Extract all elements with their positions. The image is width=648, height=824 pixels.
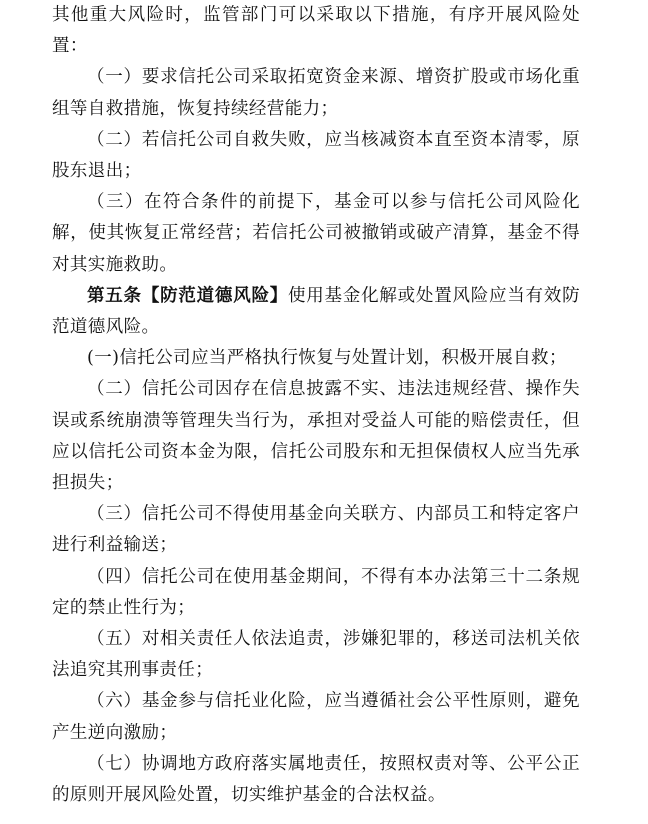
- article5-body: 使用基金化解或处置风险应当有效防范道德风险。: [52, 285, 581, 338]
- article5-paragraph: [52, 281, 580, 343]
- article4-item-3: （三）在符合条件的前提下，基金可以参与信托公司风险化解，使其恢复正常经营；若信托公司被撤销或破产清算，基金不得对其实施救助。: [52, 192, 580, 275]
- article5-item-2: （二）信托公司因存在信息披露不实、违法违规经营、操作失误或系统崩溃等管理失当行为，承担对受益人可能的赔偿责任，但应以信托公司资本金为限，信托公司股东和无担保债权人应当先承担损失；: [52, 379, 580, 494]
- article4-item-1: （一）要求信托公司采取拓宽资金来源、增资扩股或市场化重组等自救措施，恢复持续经营能力；: [52, 67, 580, 119]
- intro-paragraph: 其他重大风险时，监管部门可以采取以下措施，有序开展风险处置：: [52, 5, 580, 57]
- article5-item-3: （三）信托公司不得使用基金向关联方、内部员工和特定客户进行利益输送；: [52, 504, 580, 556]
- article5-number: 第五条: [87, 285, 142, 306]
- document-page: [52, 0, 580, 811]
- article5-title: 【防范道德风险】: [141, 285, 289, 306]
- article5-item-4: （四）信托公司在使用基金期间，不得有本办法第三十二条规定的禁止性行为；: [52, 566, 580, 618]
- article5-item-7: （七）协调地方政府落实属地责任，按照权责对等、公平公正的原则开展风险处置，切实维护基金的合法权益。: [52, 753, 580, 806]
- article5-item-6: （六）基金参与信托业化险，应当遵循社会公平性原则，避免产生逆向激励；: [52, 691, 580, 743]
- article4-item-2: （二）若信托公司自救失败，应当核减资本直至资本清零，原股东退出；: [52, 129, 580, 182]
- article5-item-5: （五）对相关责任人依法追责，涉嫌犯罪的，移送司法机关依法追究其刑事责任；: [52, 629, 580, 681]
- article5-item-1: (一)信托公司应当严格执行恢复与处置计划，积极开展自救；: [87, 348, 567, 369]
